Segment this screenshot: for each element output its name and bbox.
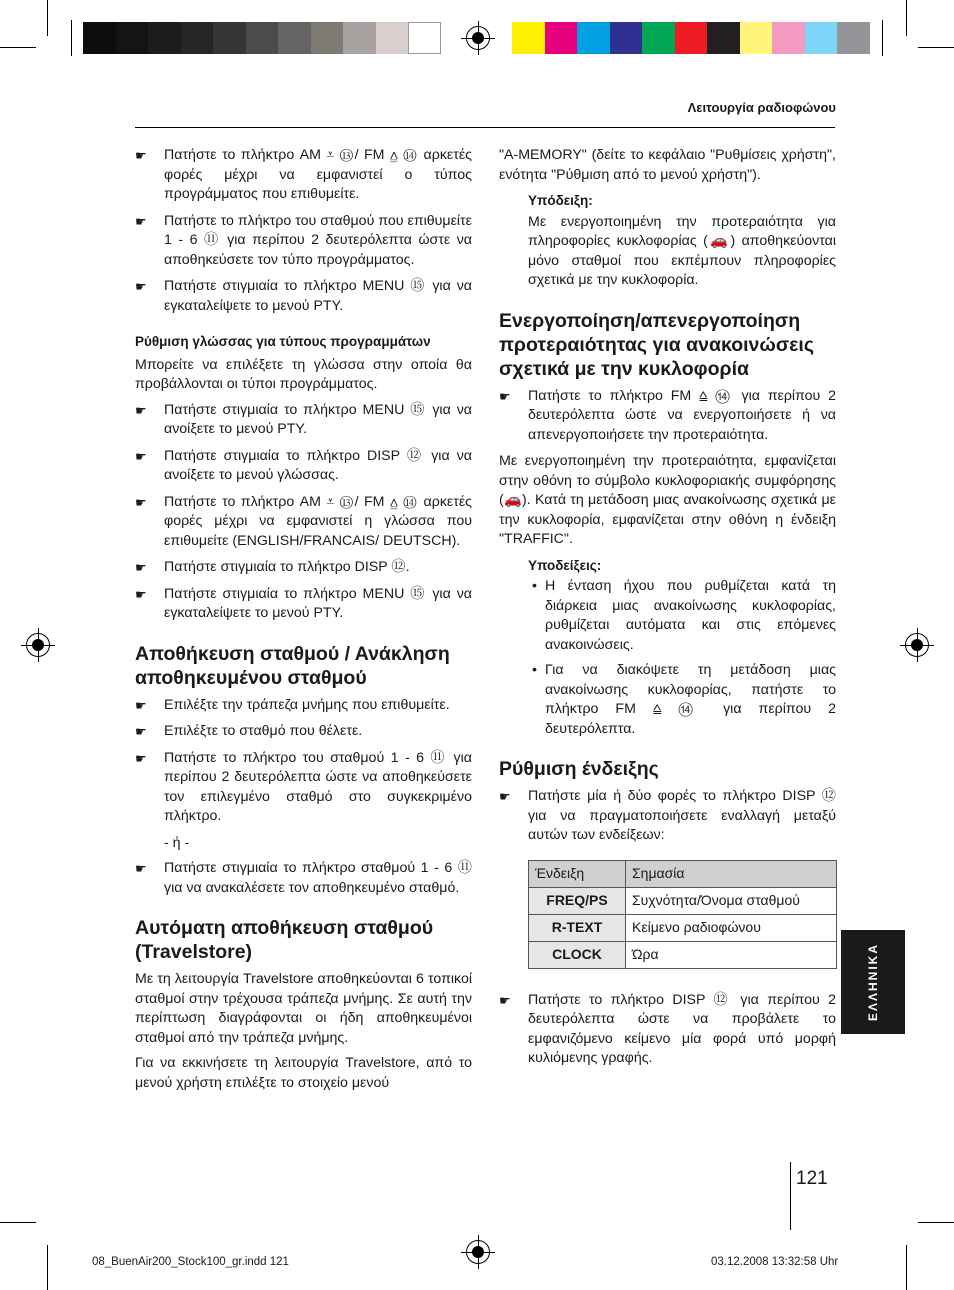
pointing-hand-icon: ☛ [135,213,147,229]
header-rule [135,127,835,128]
instruction-item: ☛ Πατήστε το πλήκτρο του σταθμού 1 - 6 ⑪ για περίπου 2 δευτερόλεπτα ώστε να αποθηκεύσετε τον επιλεγμένο σταθμό στο συγκεκριμένο πλήκτρο. [135,749,472,824]
note-text: Με ενεργοποιημένη την προτεραιότητα για πληροφορίες κυκλοφορίας (🚗) αποθηκεύονται μόνο σταθμοί που εκπέμπουν πληροφορίες σχετικά με την κυκλοφορία. [528,213,836,288]
body-paragraph: Με τη λειτουργία Travelstore αποθηκεύονται 6 τοπικοί σταθμοί στην τρέχουσα τράπεζα μνήμης. Σε αυτή την περίπτωση διαγράφονται οι ήδη αποθηκευμένοι σταθμοί από την τράπεζα μνήμης. [135,971,472,1046]
table-cell: Ώρα [626,941,837,968]
instruction-item: ☛ Πατήστε το πλήκτρο DISP ⑫ για περίπου 2 δευτερόλεπτα ώστε να προβάλετε το εμφανιζόμενο κείμενο μία φορά υπό μορφή κυλιόμενης γραφής. [499,991,836,1066]
color-swatch [83,22,116,54]
color-swatch [772,22,805,54]
crop-mark [47,0,48,36]
bullet-icon: • [532,578,537,594]
pointing-hand-icon: ☛ [135,586,147,602]
color-swatch [246,22,279,54]
color-swatch [707,22,740,54]
body-paragraph: Με ενεργοποιημένη την προτεραιότητα, εμφανίζεται στην οθόνη το σύμβολο κυκλοφοριακής συμφόρησης (🚗). Κατά τη μετάδοση μιας ανακοίνωσης σχετικά με την κυκλοφορία, εμφανίζεται στην οθόνη η ένδειξη "TRAFFIC". [499,453,836,547]
page-number: 121 [796,1168,828,1189]
instruction-item: ☛ Πατήστε στιγμιαία το πλήκτρο DISP ⑫ για να ανοίξετε το μενού γλώσσας. [135,447,472,483]
table-header-cell: Ένδειξη [529,860,626,887]
table-cell: FREQ/PS [529,887,626,914]
pointing-hand-icon: ☛ [499,789,511,804]
note-heading: Υπόδειξη: [528,193,593,208]
section-heading: Αυτόματη αποθήκευση σταθμού (Travelstore) [135,917,434,963]
display-table [528,860,837,969]
table-row [529,887,837,914]
instruction-item: ☛ Πατήστε το πλήκτρο FM ⩠ ⑭ για περίπου 2 δευτερόλεπτα ώστε να ενεργοποιήσετε ή να απενεργοποιήσετε την προτεραιότητα. [499,387,836,443]
color-swatch [181,22,214,54]
instruction-item: ☛ Επιλέξτε το σταθμό που θέλετε. [135,722,472,742]
pointing-hand-icon: ☛ [135,861,147,876]
pointing-hand-icon: ☛ [135,560,147,575]
color-swatch [116,22,149,54]
pointing-hand-icon: ☛ [135,724,147,739]
crop-mark [918,1222,954,1223]
section-heading: Ρύθμιση ένδειξης [499,758,659,780]
color-swatch [148,22,181,54]
color-swatch [837,22,870,54]
pointing-hand-icon: ☛ [135,402,147,418]
bullet-item: • Για να διακόψετε τη μετάδοση μιας ανακοίνωσης κυκλοφορίας, πατήστε το πλήκτρο FM ⩠ ⑭ για περίπου 2 δευτερόλεπτα. [532,662,836,737]
section-heading: Αποθήκευση σταθμού / Ανάκληση αποθηκευμένου σταθμού [135,642,450,689]
bullet-icon: • [532,662,537,678]
color-swatch [675,22,708,54]
pointing-hand-icon: ☛ [135,279,147,294]
color-swatch [376,22,409,54]
color-swatch [610,22,643,54]
crop-mark [906,0,907,36]
color-swatch [213,22,246,54]
table-cell: CLOCK [529,941,626,968]
instruction-item: ☛ Πατήστε στιγμιαία το πλήκτρο MENU ⑮ για να ανοίξετε το μενού PTY. [135,401,472,437]
color-swatch [278,22,311,54]
table-cell: Κείμενο ραδιοφώνου [626,914,837,941]
bullet-item: • Η ένταση ήχου που ρυθμίζεται κατά τη διάρκεια μιας ανακοίνωσης κυκλοφορίας, ρυθμίζεται αυτόματα και στις επόμενες ανακοινώσεις. [532,578,836,653]
section-subheading: Ρύθμιση γλώσσας για τύπους προγραμμάτων [135,334,431,349]
instruction-item: ☛ Πατήστε το πλήκτρο AM ⩡ ⑬/ FM ⩠ ⑭ αρκετές φορές μέχρι να εμφανιστεί ο τύπος προγράμματος που επιθυμείτε. [135,147,472,202]
registration-mark-icon [466,26,490,50]
crop-mark [71,20,72,56]
instruction-item: ☛ Επιλέξτε την τράπεζα μνήμης που επιθυμείτε. [135,696,472,716]
language-side-tab [841,930,905,1034]
page-number-rule [790,1162,791,1230]
pointing-hand-icon: ☛ [135,697,147,713]
registration-mark-icon [26,633,50,657]
crop-mark [0,47,36,48]
color-swatch [311,22,344,54]
pointing-hand-icon: ☛ [135,148,147,163]
color-swatch [408,22,441,54]
registration-mark-icon [905,633,929,657]
instruction-item: ☛ Πατήστε μία ή δύο φορές το πλήκτρο DISP ⑫ για να πραγματοποιήσετε εναλλαγή μεταξύ αυτών των ενδείξεων: [499,788,836,843]
section-heading: Ενεργοποίηση/απενεργοποίηση προτεραιότητας για ανακοινώσεις σχετικά με την κυκλοφορία [499,309,814,380]
color-swatch [577,22,610,54]
table-row [529,914,837,941]
body-paragraph: "A-MEMORY" (δείτε το κεφάλαιο "Ρυθμίσεις χρήστη", ενότητα "Ρύθμιση από το μενού χρήστη"). [499,147,836,183]
color-swatch [343,22,376,54]
pointing-hand-icon: ☛ [135,448,147,464]
running-header: Λειτουργία ραδιοφώνου [687,100,836,115]
color-swatch [545,22,578,54]
instruction-item: ☛ Πατήστε το πλήκτρο AM ⩡ ⑬/ FM ⩠ ⑭ αρκετές φορές μέχρι να εμφανιστεί η γλώσσα που επιθυμείτε (ENGLISH/FRANCAIS/ DEUTSCH). [135,493,472,549]
body-paragraph: Μπορείτε να επιλέξετε τη γλώσσα στην οποία θα προβάλλονται οι τύποι προγράμματος. [135,356,472,392]
registration-mark-icon [466,1240,490,1264]
or-separator: - ή - [164,834,190,851]
instruction-item: ☛ Πατήστε στιγμιαία το πλήκτρο MENU ⑮ για να εγκαταλείψετε το μενού PTY. [135,585,472,621]
color-swatch [512,22,545,54]
crop-mark [918,47,954,48]
footer-file-info: 08_BuenAir200_Stock100_gr.indd 121 [92,1256,289,1268]
pointing-hand-icon: ☛ [135,750,147,766]
instruction-item: ☛ Πατήστε στιγμιαία το πλήκτρο MENU ⑮ για να εγκαταλείψετε το μενού PTY. [135,278,472,314]
body-paragraph: Για να εκκινήσετε τη λειτουργία Travelstore, από το μενού χρήστη επιλέξτε το στοιχείο μενού [135,1055,472,1091]
footer-timestamp: 03.12.2008 13:32:58 Uhr [711,1256,839,1268]
instruction-item: ☛ Πατήστε στιγμιαία το πλήκτρο σταθμού 1 - 6 ⑪ για να ανακαλέσετε τον αποθηκευμένο σταθμό. [135,860,472,896]
language-label: ΕΛΛΗΝΙΚΑ [866,942,880,1022]
crop-mark [906,1245,907,1290]
pointing-hand-icon: ☛ [135,494,147,510]
instruction-item: ☛ Πατήστε στιγμιαία το πλήκτρο DISP ⑫. [135,558,472,578]
color-swatch [642,22,675,54]
instruction-item: ☛ Πατήστε το πλήκτρο του σταθμού που επιθυμείτε 1 - 6 ⑪ για περίπου 2 δευτερόλεπτα ώστε να αποθηκεύσετε τον τύπο προγράμματος. [135,212,472,268]
color-swatch [740,22,773,54]
table-header-row [529,860,837,887]
table-row [529,941,837,968]
notes-heading: Υποδείξεις: [528,557,602,573]
left-column [135,146,472,1099]
table-cell: R-TEXT [529,914,626,941]
crop-mark [47,1245,48,1290]
table-cell: Συχνότητα/Όνομα σταθμού [626,887,837,914]
color-swatch [805,22,838,54]
crop-mark [0,1222,36,1223]
pointing-hand-icon: ☛ [499,388,511,404]
table-header-cell: Σημασία [626,860,837,887]
pointing-hand-icon: ☛ [499,992,511,1008]
right-column [499,146,836,1076]
crop-mark [882,20,883,56]
